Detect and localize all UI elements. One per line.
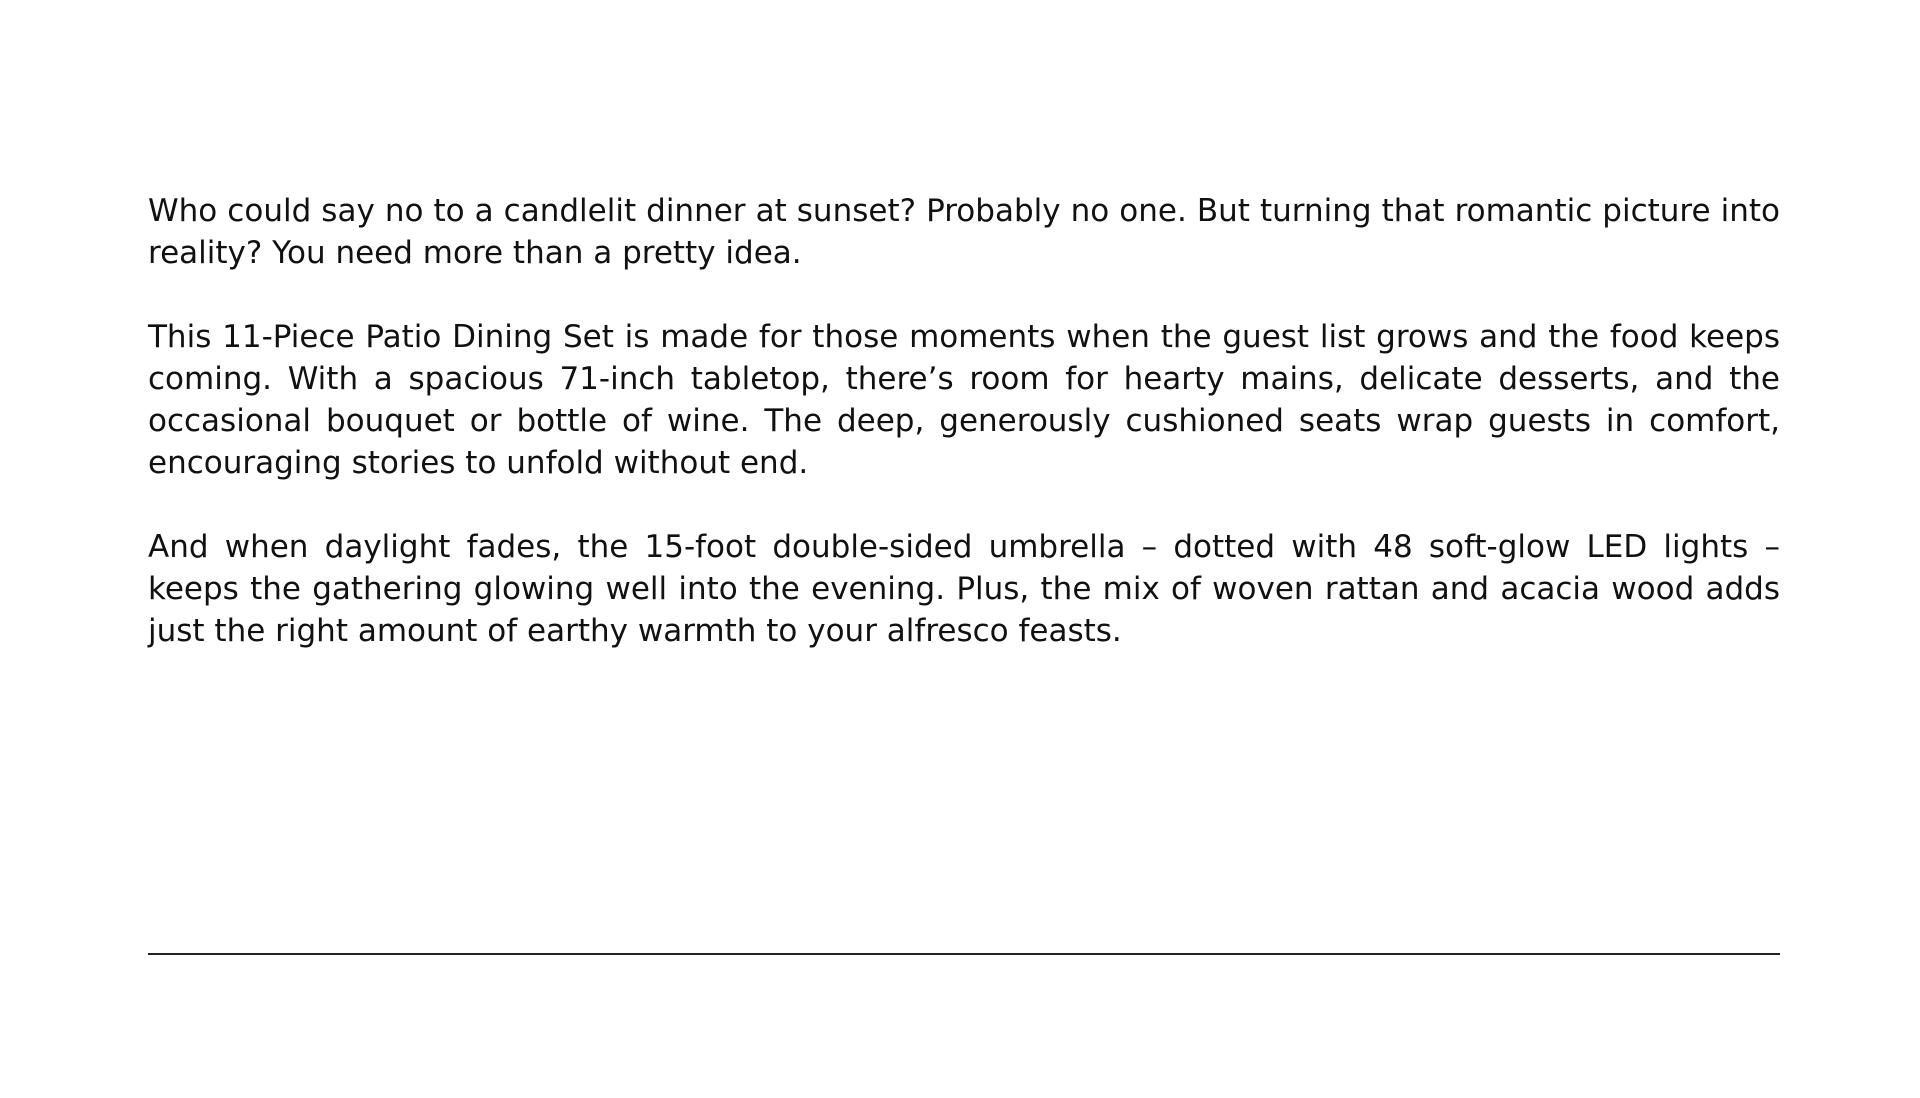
horizontal-divider: [148, 953, 1780, 955]
body-text: [148, 190, 1780, 694]
paragraph-dining-set: This 11-Piece Patio Dining Set is made for those moments when the guest list grows and the food keeps coming. With a spacious 71-inch tabletop, there’s room for hearty mains, delicate desserts, and the occasional bouquet or bottle of wine. The deep, generously cushioned seats wrap guests in comfort, encouraging stories to unfold without end.: [148, 319, 1780, 481]
paragraph-umbrella: And when daylight fades, the 15-foot double-sided umbrella – dotted with 48 soft-glow LED lights – keeps the gathering glowing well into the evening. Plus, the mix of woven rattan and acacia wood adds just the right amount of earthy warmth to your alfresco feasts.: [148, 529, 1780, 649]
paragraph-intro: Who could say no to a candlelit dinner at sunset? Probably no one. But turning that romantic picture into reality? You need more than a pretty idea.: [148, 193, 1780, 271]
